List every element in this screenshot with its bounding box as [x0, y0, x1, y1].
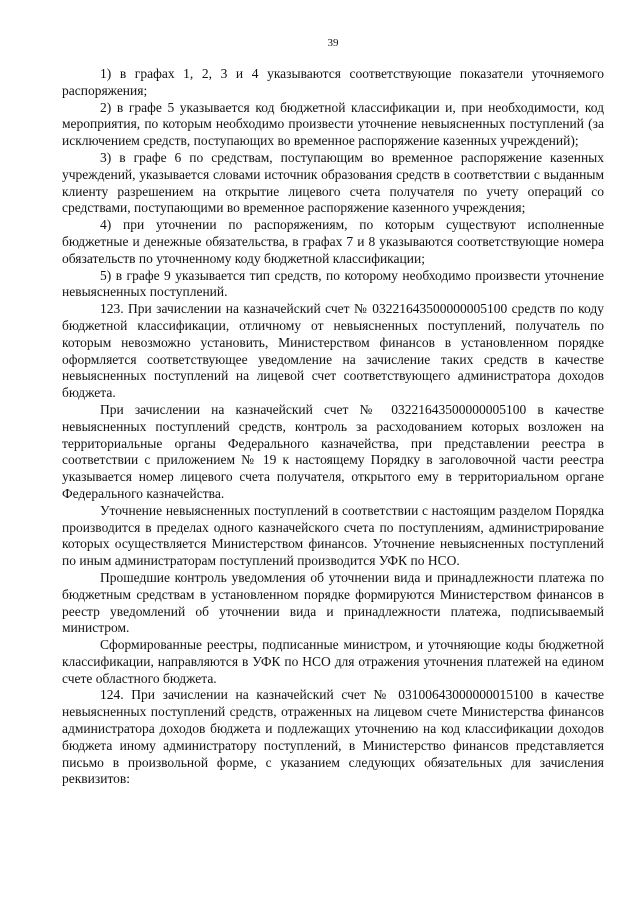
paragraph-clause-123-clarification: Уточнение невыясненных поступлений в соответствии с настоящим разделом Порядка производится в пределах одного казначейского счета по поступлениям, администрирование которых осуществляется Министерством финансов. Уточнение невыясненных поступлений по иным администраторам поступлений производится УФК по НСО. [62, 502, 604, 569]
paragraph-item-5-graph-9: 5) в графе 9 указывается тип средств, по которому необходимо произвести уточнение невыясненных поступлений. [62, 267, 604, 300]
page-number: 39 [327, 37, 339, 49]
paragraph-clause-123: 123. При зачислении на казначейский счет № 03221643500000005100 средств по коду бюджетной классификации, отличному от невыясненных поступлений, получатель по которым невозможно установить, Министерством финансов в установленном порядке оформляется соответствующее уведомление на зачисление таких средств в качестве невыясненных поступлений на лицевой счет соответствующего администратора доходов бюджета. [62, 301, 604, 401]
paragraph-clause-123-registry: При зачислении на казначейский счет № 03221643500000005100 в качестве невыясненных поступлений средств, контроль за расходованием которых возложен на территориальные органы Федерального казначейства, при представлении реестра в соответствии с приложением № 19 к настоящему Порядку в заголовочной части реестра указывается номер лицевого счета получателя, открытого ему в территориальном органе Федерального казначейства. [62, 401, 604, 501]
paragraph-item-3-graph-6: 3) в графе 6 по средствам, поступающим во временное распоряжение казенных учреждений, указывается словами источник образования средств в соответствии с выданным клиенту разрешением на открытие лицевого счета получателя по учету операций со средствами, поступающими во временное распоряжение казенного учреждения; [62, 149, 604, 216]
paragraph-clause-123-notices: Прошедшие контроль уведомления об уточнении вида и принадлежности платежа по бюджетным средствам в установленном порядке формируются Министерством финансов в реестр уведомлений об уточнении вида и принадлежности платежа, подписываемый министром. [62, 569, 604, 636]
paragraph-clause-124: 124. При зачислении на казначейский счет № 03100643000000015100 в качестве невыясненных поступлений средств, отраженных на лицевом счете Министерства финансов администратора доходов бюджета и подлежащих уточнению на код классификации доходов бюджета иному администратору поступлений, в Министерство финансов представляется письмо в произвольной форме, с указанием следующих обязательных для зачисления реквизитов: [62, 687, 604, 787]
paragraph-item-4-graphs-7-8: 4) при уточнении по распоряжениям, по которым существуют исполненные бюджетные и денежные обязательства, в графах 7 и 8 указываются соответствующие номера обязательств по уточненному коду бюджетной классификации; [62, 217, 604, 266]
paragraph-item-2-graph-5: 2) в графе 5 указывается код бюджетной классификации и, при необходимости, код мероприятия, по которым необходимо произвести уточнение невыясненных поступлений (за исключением средств, поступающих во временное распоряжение казенных учреждений); [62, 99, 604, 149]
paragraph-item-1-graphs-1-4: 1) в графах 1, 2, 3 и 4 указываются соответствующие показатели уточняемого распоряжения; [62, 66, 604, 98]
paragraph-clause-123-registries: Сформированные реестры, подписанные министром, и уточняющие коды бюджетной классификации, направляются в УФК по НСО для отражения уточнения платежей на едином счете областного бюджета. [62, 637, 604, 686]
document-body [62, 66, 604, 788]
